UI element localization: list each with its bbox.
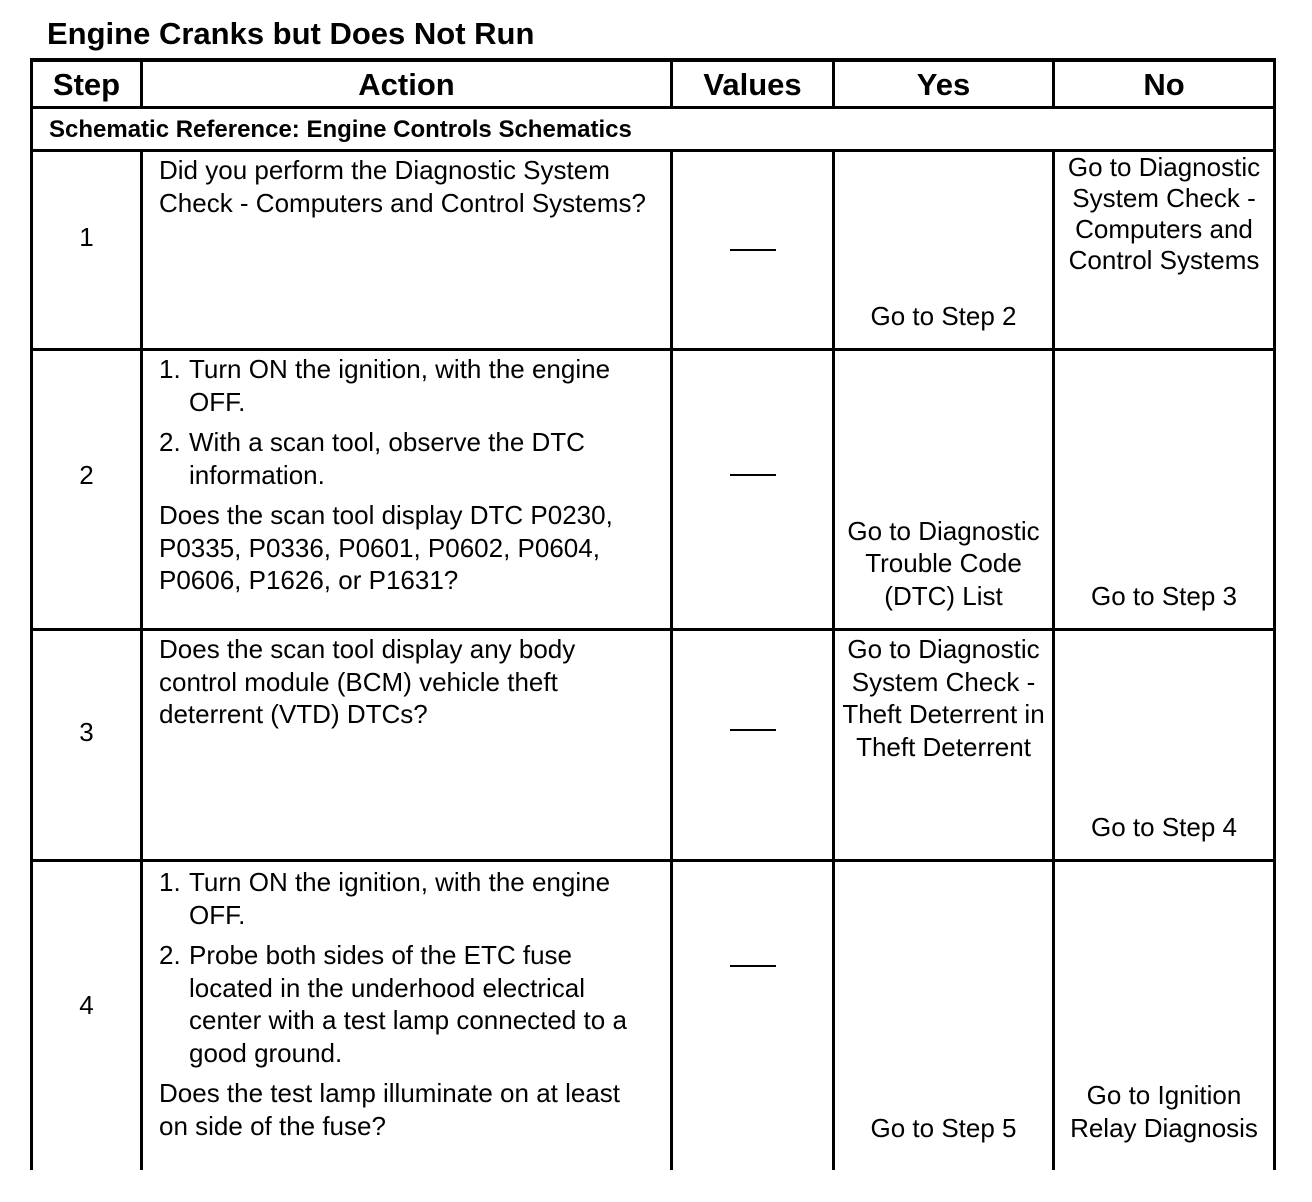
action-question: Does the scan tool display DTC P0230, P0335, P0336, P0601, P0602, P0604, P0606, P1626, or P1631? [159, 500, 613, 595]
action-step: 2. With a scan tool, observe the DTC information. [159, 427, 585, 490]
header-no: No [1143, 67, 1185, 102]
values-cell [673, 152, 832, 348]
action-steps [159, 866, 656, 1069]
yes-cell: Go to Step 5 [870, 1112, 1017, 1143]
schematic-reference: Schematic Reference: Engine Controls Schematics [49, 116, 632, 143]
no-cell: Go to Step 4 [1091, 811, 1237, 842]
empty-value-mark [730, 474, 776, 476]
values-cell [673, 631, 832, 859]
action-cell [143, 152, 670, 348]
no-cell: Go to Ignition Relay Diagnosis [1070, 1080, 1258, 1143]
table-border-right [1273, 58, 1276, 1170]
header-values: Values [703, 67, 802, 102]
header-yes: Yes [916, 67, 971, 102]
step-number: 3 [79, 716, 94, 747]
diagnostic-table [30, 58, 1276, 1170]
action-steps [159, 353, 656, 491]
header-action: Action [358, 67, 455, 102]
step-number: 1 [79, 221, 94, 252]
empty-value-mark [730, 729, 776, 731]
values-cell [673, 862, 832, 1170]
yes-cell: Go to Diagnostic System Check - Theft Deterrent in Theft Deterrent [842, 634, 1045, 762]
empty-value-mark [730, 249, 776, 251]
action-step: 2. Probe both sides of the ETC fuse located in the underhood electrical center with a test lamp connected to a good ground. [159, 940, 627, 1068]
yes-cell: Go to Step 2 [870, 300, 1017, 331]
no-cell: Go to Step 3 [1091, 580, 1237, 611]
action-question: Did you perform the Diagnostic System Check - Computers and Control Systems? [159, 155, 646, 218]
values-cell [673, 351, 832, 628]
step-number: 4 [79, 989, 94, 1020]
header-step: Step [52, 67, 121, 102]
action-step: 1. Turn ON the ignition, with the engine OFF. [159, 867, 611, 930]
action-question: Does the scan tool display any body control module (BCM) vehicle theft deterrent (VTD) DTCs? [159, 634, 576, 729]
empty-value-mark [730, 965, 776, 967]
page-title: Engine Cranks but Does Not Run [47, 16, 535, 51]
step-number: 2 [79, 459, 94, 490]
yes-cell: Go to Diagnostic Trouble Code (DTC) List [847, 515, 1040, 611]
action-step: 1. Turn ON the ignition, with the engine OFF. [159, 354, 611, 417]
action-cell [143, 862, 670, 1170]
no-cell: Go to Diagnostic System Check - Computers and Control Systems [1067, 152, 1261, 275]
action-question: Does the test lamp illuminate on at least on side of the fuse? [159, 1078, 621, 1141]
action-cell [143, 631, 670, 859]
action-cell [143, 351, 670, 628]
